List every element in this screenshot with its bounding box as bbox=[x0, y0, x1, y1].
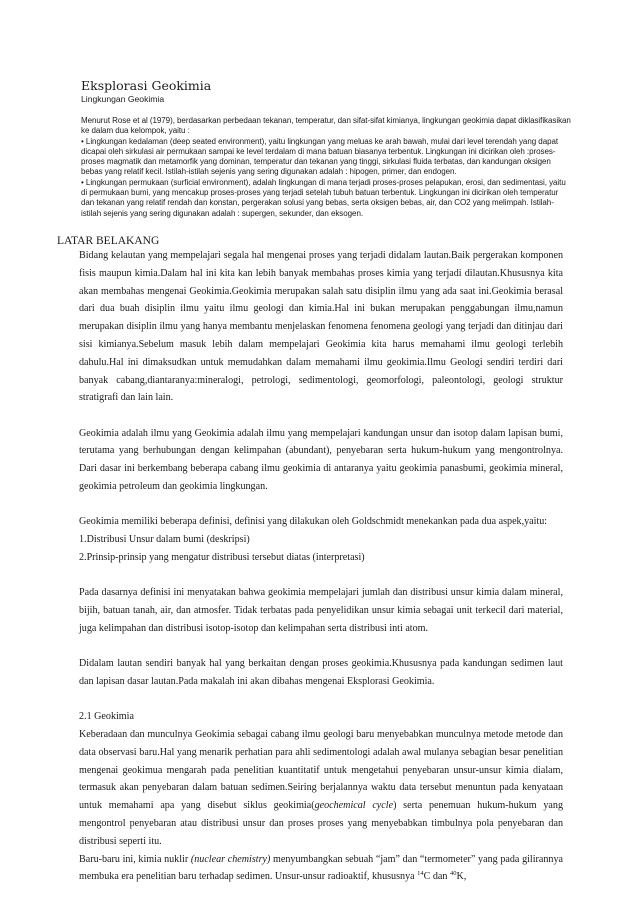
paragraph-2: Geokimia adalah ilmu yang Geokimia adalah ilmu yang mempelajari kandungan unsur dan isotop dalam lapisan bumi, terutama yang berhubungan dengan kelimpahan (abundant), penyebaran serta hukum-hukum yang mengontrolnya. Dari dasar ini berkembang beberapa cabang ilmu geokimia di antaranya yaitu geokimia panasbumi, geokimia mineral, geokimia petroleum dan geokimia lingkungan. bbox=[79, 427, 563, 493]
bullet-deep-environment: • Lingkungan kedalaman (deep seated environment), yaitu lingkungan yang meluas ke arah bawah, mulai dari level terendah yang dapat dicapai oleh sirkulasi air permukaan sampai ke level terdalam di mana batuan biasanya terbentuk. Lingkungan ini dicirikan oleh :proses-proses magmatik dan metamorfik yang dominan, temperatur dan tekanan yang tinggi, sirkulasi fluida terbatas, dan kandungan oksigen bebas yang relatif kecil. Istilah-istilah sejenis yang sering digunakan adalah : hipogen, primer, dan endogen. bbox=[81, 136, 559, 177]
document-subtitle: Lingkungan Geokimia bbox=[81, 94, 165, 104]
paragraph-3: Geokimia memiliki beberapa definisi, definisi yang dilakukan oleh Goldschmidt menekankan pada dua aspek,yaitu: bbox=[79, 516, 548, 528]
paragraph-7-text-d: K, bbox=[456, 871, 467, 883]
paragraph-7-italic: (nuclear chemistry) bbox=[190, 853, 271, 865]
paragraph-4: Pada dasarnya definisi ini menyatakan bahwa geokimia mempelajari jumlah dan distribusi unsur kimia dalam mineral, bijih, batuan tanah, air, dan atmosfer. Tidak terbatas pada penyelidikan unsur kimia sebagai unit terkecil dari material, juga kelimpahan dan distribusi isotop-isotop dan kelimpahan serta distribusi inti atom. bbox=[79, 587, 563, 634]
section-heading: LATAR BELAKANG bbox=[57, 235, 160, 247]
intro-paragraph: Menurut Rose et al (1979), berdasarkan perbedaan tekanan, temperatur, dan sifat-sifat kimianya, lingkungan geokimia dapat diklasifikasikan ke dalam dua kelompok, yaitu : bbox=[81, 116, 571, 136]
header-block bbox=[81, 78, 571, 219]
paragraph-1: Bidang kelautan yang mempelajari segala hal mengenai proses yang terjadi didalam lautan.Baik pergerakan komponen fisis maupun kimia.Dalam hal ini kita kan lebih banyak membahas proses kimia yang terjadi dilautan.Khususnya kita akan membahas mengenai Geokimia.Geokimia merupakan salah satu disiplin ilmu yang ada saat ini.Geokimia berasal dari dua buah disiplin ilmu yaitu ilmu geologi dan kimia.Hal ini bukan merupakan penggabungan ilmu,namun merupakan disiplin ilmu yang hanya membantu menjelaskan fenomena fenomena geologi yang terjadi dan ditinjau dari sisi kimianya.Sebelum masuk lebih dalam mempelajari Geokimia kita harus memahami ilmu geologi terlebih dahulu.Hal ini dimaksudkan untuk memudahkan dalam memahami ilmu geokimia.Ilmu Geologi sendiri terdiri dari banyak cabang,diantaranya:mineralogi, petrologi, sedimentologi, geomorfologi, paleontologi, geologi struktur stratigrafi dan lain lain. bbox=[79, 250, 563, 404]
paragraph-7-text-a: Baru-baru ini, kimia nuklir bbox=[79, 853, 191, 865]
bullet-surficial-environment: • Lingkungan permukaan (surficial environment), adalah lingkungan di mana terjadi proses-proses pelapukan, erosi, dan sedimentasi, yaitu di permukaan bumi, yang mencakup proses-proses yang terjadi setelah tubuh batuan terbentuk. Lingkungan ini dicirikan oleh temperatur dan tekanan yang relatif rendah dan konstan, pergerakan solusi yang bebas, serta oksigen bebas, air, dan CO2 yang melimpah. Istilah-istilah sejenis yang sering digunakan adalah : supergen, sekunder, dan eksogen. bbox=[81, 177, 566, 218]
paragraph-6-italic: geochemical cycle bbox=[314, 800, 394, 812]
paragraph-6-text-b: ) serta penemuan hukum-hukum yang mengontrol penyebaran atau distribusi unsur dan proses proses yang menyebabkan timbulnya pola penyebaran dan distribusi seperti itu. bbox=[79, 800, 563, 847]
paragraph-6 bbox=[79, 726, 563, 851]
paragraph-7-text-c: C dan bbox=[423, 871, 450, 883]
superscript-40: 40 bbox=[449, 870, 457, 878]
list-item-1: 1.Distribusi Unsur dalam bumi (deskripsi) bbox=[79, 534, 250, 546]
subsection-heading: 2.1 Geokimia bbox=[79, 711, 134, 723]
body-text bbox=[79, 247, 563, 886]
paragraph-7 bbox=[79, 851, 563, 887]
paragraph-6-text-a: Keberadaan dan munculnya Geokimia sebagai cabang ilmu geologi baru menyebabkan munculnya metode metode dan data observasi baru.Hal yang menarik perhatian para ahli sedimentologi adalah awal mulanya sebagian besar penelitian mengenai geokimua mengarah pada penelitian kuantitatif untuk mengetahui penyebaran unsur-unsur kimia dialam, termasuk akan penyebaran dalam batuan sedimen.Seiring berjalannya waktu data tersebut menuntun pada kenyataan untuk memahami apa yang disebut siklus geokimia( bbox=[79, 729, 563, 812]
intro-section bbox=[81, 116, 571, 219]
paragraph-5: Didalam lautan sendiri banyak hal yang berkaitan dengan proses geokimia.Khususnya pada kandungan sedimen laut dan lapisan dasar lautan.Pada makalah ini akan dibahas mengenai Eksplorasi Geokimia. bbox=[79, 658, 563, 687]
paragraph-7-text-b: menyumbangkan sebuah “jam” dan “termometer” yang pada gilirannya membuka era penelitian baru terhadap sedimen. Unsur-unsur radioaktif, khususnya bbox=[79, 853, 563, 883]
superscript-14: 14 bbox=[417, 870, 424, 878]
document-title: Eksplorasi Geokimia bbox=[81, 78, 212, 93]
list-item-2: 2.Prinsip-prinsip yang mengatur distribusi tersebut diatas (interpretasi) bbox=[79, 551, 365, 563]
